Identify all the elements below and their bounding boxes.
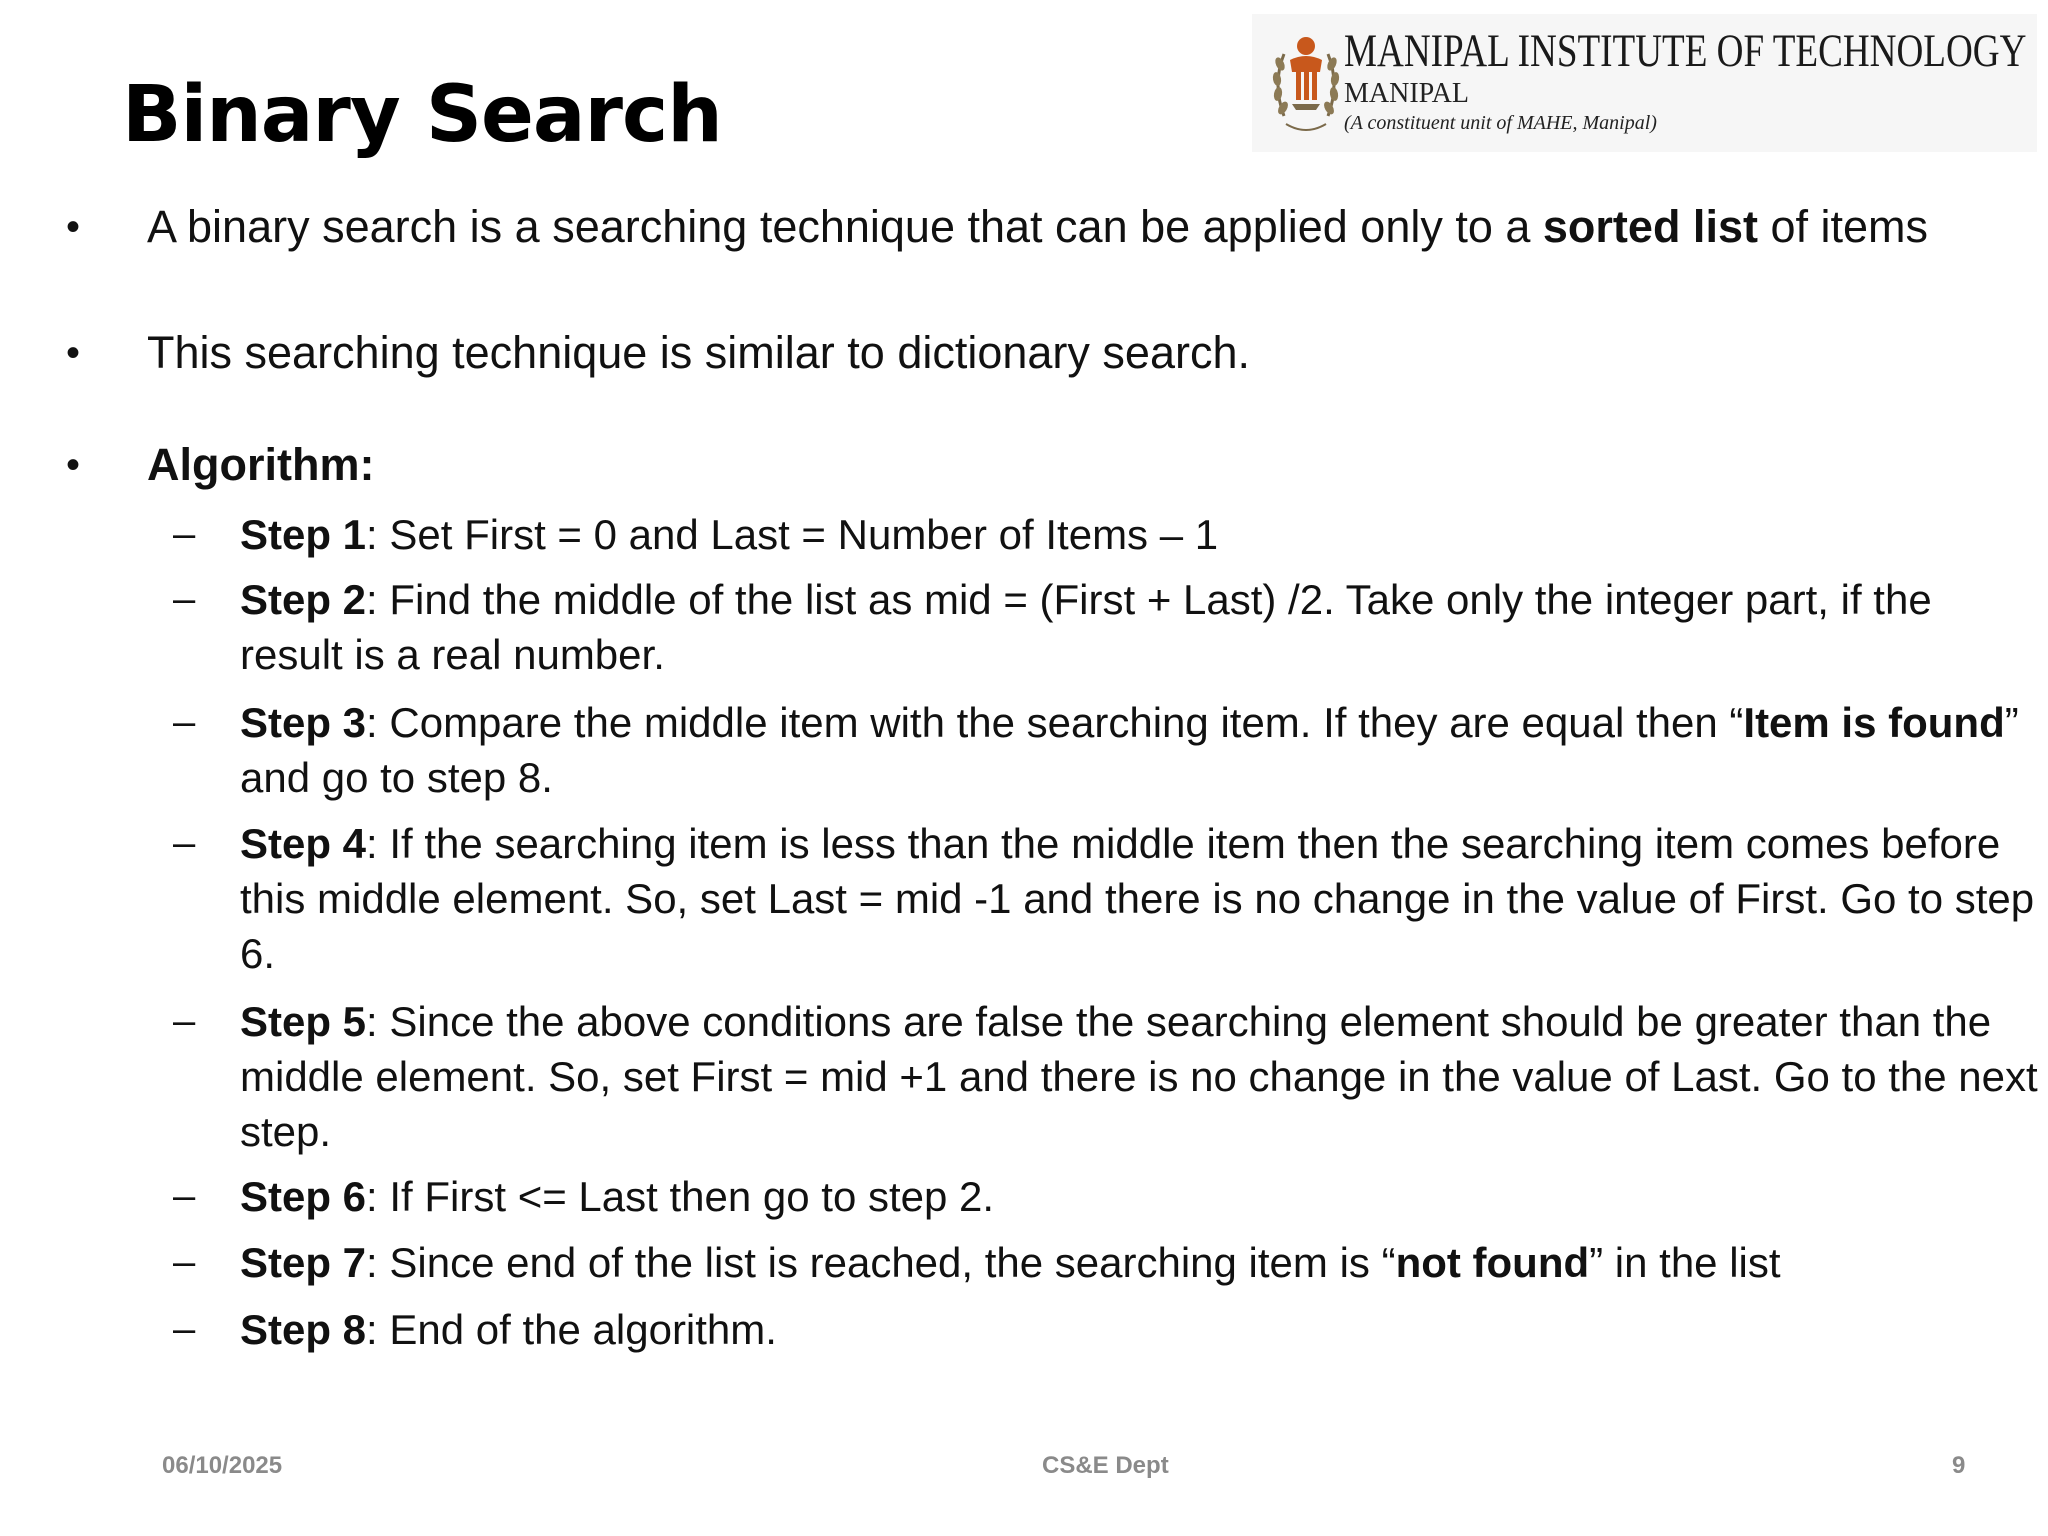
- step-bold-text: not found: [1395, 1239, 1590, 1286]
- bullet-marker: •: [66, 443, 81, 487]
- step-text: : End of the algorithm.: [366, 1306, 777, 1353]
- bullet-dictionary: This searching technique is similar to dictionary search.: [147, 327, 1250, 378]
- step-2: [240, 572, 2040, 682]
- footer-dept: CS&E Dept: [1042, 1452, 1169, 1479]
- step-dash: –: [173, 1240, 196, 1284]
- step-text: ” in the list: [1589, 1239, 1781, 1286]
- step-3: [240, 695, 2040, 805]
- step-dash: –: [173, 512, 196, 556]
- bullet-marker: •: [66, 205, 81, 249]
- step-text: : Set First = 0 and Last = Number of Items – 1: [366, 511, 1219, 558]
- step-4: [240, 816, 2040, 981]
- step-dash: –: [173, 821, 196, 865]
- step-bold-text: Item is found: [1743, 699, 2005, 746]
- step-label: Step 1: [240, 511, 367, 558]
- step-5: [240, 994, 2040, 1159]
- step-text: : Since end of the list is reached, the searching item is “: [366, 1239, 1396, 1286]
- step-1: [240, 507, 2040, 562]
- bullet-marker: •: [66, 331, 81, 375]
- step-dash: –: [173, 999, 196, 1043]
- bullet-algorithm-heading: Algorithm:: [147, 439, 375, 490]
- step-text: : Find the middle of the list as mid = (First + Last) /2. Take only the integer part, if the result is a real number.: [240, 576, 1932, 678]
- footer-page-number: 9: [1952, 1452, 1966, 1479]
- emblem-icon: [1270, 24, 1342, 142]
- step-6: [240, 1169, 2040, 1224]
- institute-logo: [1252, 14, 2037, 152]
- step-8: [240, 1302, 2040, 1357]
- logo-institute-name: MANIPAL INSTITUTE OF TECHNOLOGY: [1344, 25, 2027, 77]
- step-label: Step 4: [240, 820, 367, 867]
- step-text: : Compare the middle item with the searching item. If they are equal then “: [366, 699, 1744, 746]
- step-text: ” and go to step 8.: [240, 699, 2019, 801]
- step-dash: –: [173, 1174, 196, 1218]
- step-label: Step 2: [240, 576, 367, 623]
- step-text: : Since the above conditions are false the searching element should be greater than the middle element. So, set First = mid +1 and there is no change in the value of Last. Go to the next step.: [240, 998, 2038, 1155]
- step-label: Step 5: [240, 998, 367, 1045]
- bullet-sorted-list: [147, 198, 2037, 256]
- logo-unit-text: (A constituent unit of MAHE, Manipal): [1344, 112, 1657, 134]
- bullet-text: A binary search is a searching technique that can be applied only to a: [147, 201, 1543, 252]
- step-dash: –: [173, 1307, 196, 1351]
- bullet-bold-text: sorted list: [1542, 201, 1758, 252]
- step-text: : If First <= Last then go to step 2.: [366, 1173, 995, 1220]
- step-dash: –: [173, 577, 196, 621]
- step-label: Step 3: [240, 699, 367, 746]
- step-label: Step 8: [240, 1306, 367, 1353]
- step-text: : If the searching item is less than the middle item then the searching item comes before this middle element. So, set Last = mid -1 and there is no change in the value of First. Go to step 6.: [240, 820, 2035, 977]
- logo-subname: MANIPAL: [1344, 78, 1469, 109]
- bullet-text: of items: [1757, 201, 1928, 252]
- footer-date: 06/10/2025: [162, 1452, 283, 1479]
- step-label: Step 6: [240, 1173, 367, 1220]
- step-7: [240, 1235, 2040, 1290]
- step-dash: –: [173, 700, 196, 744]
- step-label: Step 7: [240, 1239, 367, 1286]
- slide-title: Binary Search: [122, 70, 722, 160]
